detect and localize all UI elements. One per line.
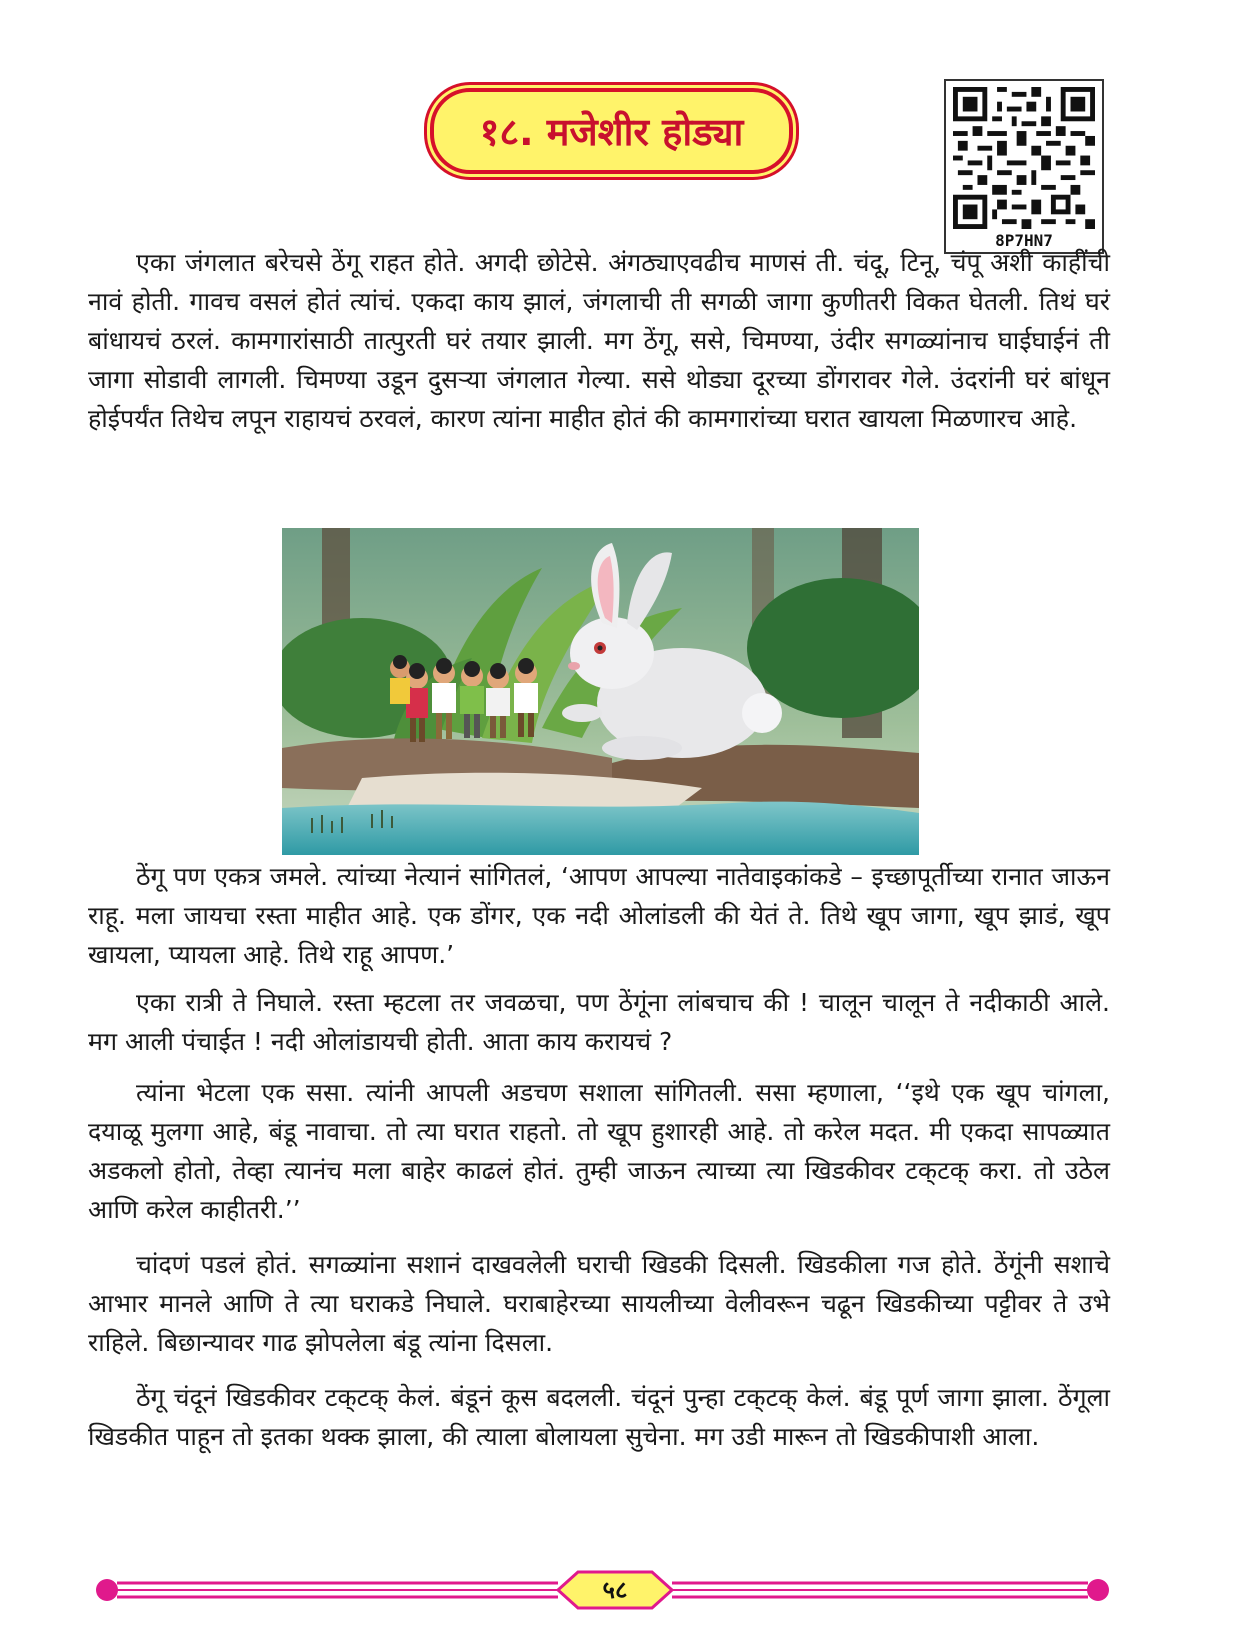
paragraph-6-text: ठेंगू चंदूनं खिडकीवर टक्‌टक्‌ केलं. बंडूनं कूस बदलली. चंदूनं पुन्हा टक्‌टक्‌ केलं. बंडू पूर्ण जागा झाला. ठेंगूला खिडकीत पाहून तो इतका थक्क झाला, की त्याला बोलायला सुचेना. मग उडी मारून तो खिडकीपाशी आला. [88, 1383, 1110, 1451]
paragraph-1 [88, 243, 1110, 438]
story-illustration [282, 528, 919, 855]
paragraph-2 [88, 857, 1110, 974]
paragraph-5 [88, 1245, 1110, 1362]
chapter-title: १८. मजेशीर होड्या [479, 110, 744, 154]
qr-code-label: 8P7HN7 [995, 231, 1053, 250]
paragraph-5-text: चांदणं पडलं होतं. सगळ्यांना सशानं दाखवलेली घराची खिडकी दिसली. खिडकीला गज होते. ठेंगूंनी सशाचे आभार मानले आणि ते त्या घराकडे निघाले. घराबाहेरच्या सायलीच्या वेलीवरून चढून खिडकीच्या पट्टीवर ते उभे राहिले. बिछान्यावर गाढ झोपलेला बंडू त्यांना दिसला. [88, 1250, 1110, 1357]
paragraph-6 [88, 1378, 1110, 1456]
paragraph-1-text: एका जंगलात बरेचसे ठेंगू राहत होते. अगदी छोटेसे. अंगठ्याएवढीच माणसं ती. चंदू, टिनू, चंपू अशी काहींची नावं होती. गावच वसलं होतं त्यांचं. एकदा काय झालं, जंगलाची ती सगळी जागा कुणीतरी विकत घेतली. तिथं घरं बांधायचं ठरलं. कामगारांसाठी तात्पुरती घरं तयार झाली. मग ठेंगू, ससे, चिमण्या, उंदीर सगळ्यांनाच घाईघाईनं ती जागा सोडावी लागली. चिमण्या उडून दुसऱ्या जंगलात गेल्या. ससे थोड्या दूरच्या डोंगरावर गेले. उंदरांनी घरं बांधून होईपर्यंत तिथेच लपून राहायचं ठरवलं, कारण त्यांना माहीत होतं की कामगारांच्या घरात खायला मिळणारच आहे. [88, 248, 1110, 433]
paragraph-2-text: ठेंगू पण एकत्र जमले. त्यांच्या नेत्यानं सांगितलं, ‘आपण आपल्या नातेवाइकांकडे – इच्छापूर्तीच्या रानात जाऊन राहू. मला जायचा रस्ता माहीत आहे. एक डोंगर, एक नदी ओलांडली की येतं ते. तिथे खूप जागा, खूप झाडं, खूप खायला, प्यायला आहे. तिथे राहू आपण.’ [88, 862, 1110, 969]
qr-code-box[interactable] [944, 79, 1104, 254]
paragraph-3 [88, 983, 1110, 1061]
qr-code-icon [953, 87, 1095, 229]
paragraph-3-text: एका रात्री ते निघाले. रस्ता म्हटला तर जवळचा, पण ठेंगूंना लांबचाच की ! चालून चालून ते नदीकाठी आले. मग आली पंचाईत ! नदी ओलांडायची होती. आता काय करायचं ? [88, 988, 1110, 1056]
paragraph-4 [88, 1073, 1110, 1229]
chapter-title-badge [430, 88, 793, 174]
page-number: ५८ [602, 1575, 628, 1604]
paragraph-4-text: त्यांना भेटला एक ससा. त्यांनी आपली अडचण सशाला सांगितली. ससा म्हणाला, ‘‘इथे एक खूप चांगला, दयाळू मुलगा आहे, बंडू नावाचा. तो त्या घरात राहतो. तो खूप हुशारही आहे. तो करेल मदत. मी एकदा सापळ्यात अडकलो होतो, तेव्हा त्यानंच मला बाहेर काढलं होतं. तुम्ही जाऊन त्याच्या त्या खिडकीवर टक्‌टक्‌ करा. तो उठेल आणि करेल काहीतरी.’’ [88, 1078, 1110, 1224]
